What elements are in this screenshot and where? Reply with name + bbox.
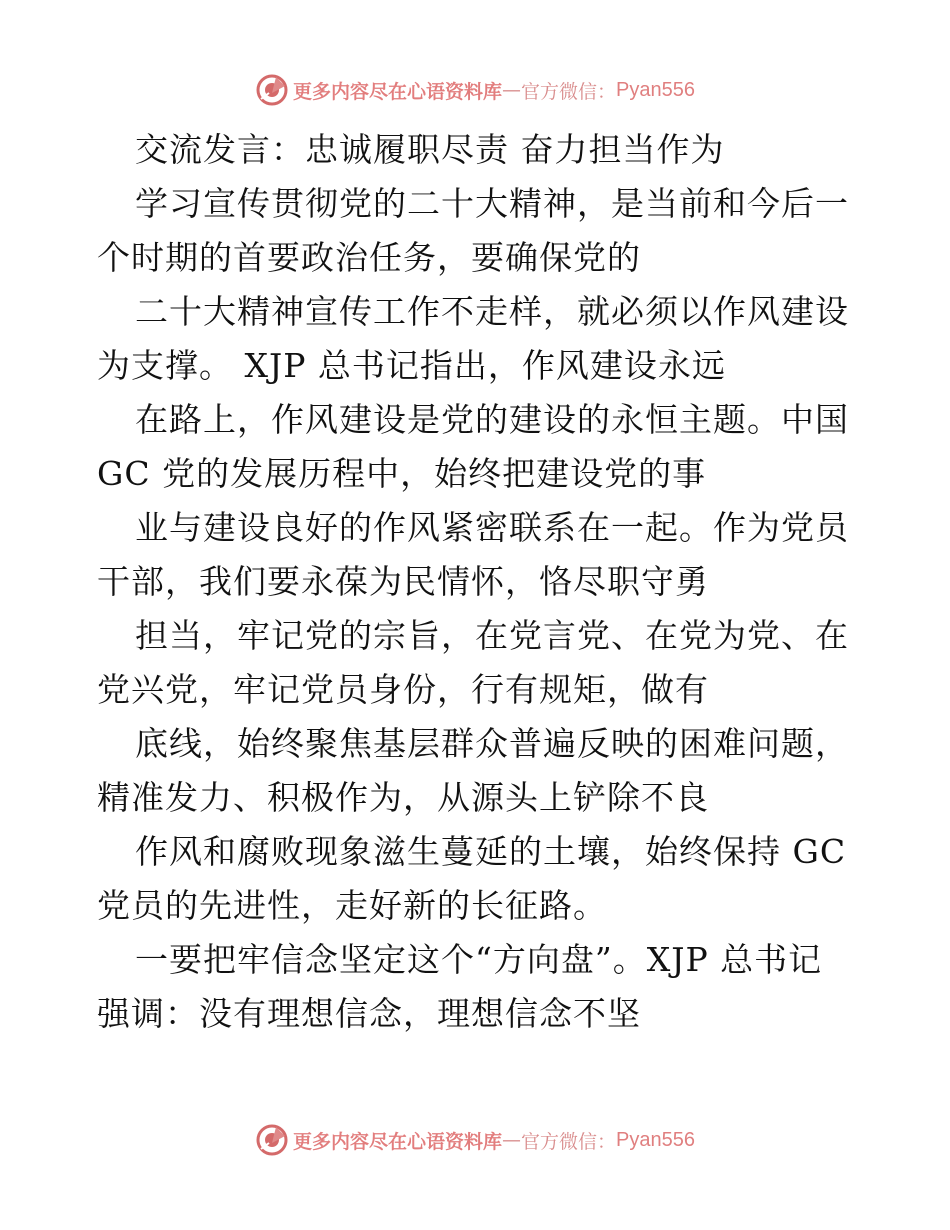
text-line: 底线，始终聚焦基层群众普遍反映的困难问题， xyxy=(135,724,849,763)
text-line: 个时期的首要政治任务，要确保党的 xyxy=(97,238,641,277)
banner-wechat-label: 官方微信： xyxy=(521,80,617,103)
text-line: 党员的先进性，走好新的长征路。 xyxy=(97,886,607,925)
text-line: 强调：没有理想信念，理想信念不坚 xyxy=(97,994,641,1033)
text-line: 党兴党，牢记党员身份，行有规矩，做有 xyxy=(97,670,709,709)
header-banner xyxy=(0,70,950,110)
text-line: 业与建设良好的作风紧密联系在一起。作为党员 xyxy=(135,508,849,547)
banner-dash: — xyxy=(502,79,522,101)
banner-brand-text: 更多内容尽在心语资料库 xyxy=(293,80,503,103)
brand-logo-icon xyxy=(255,1123,289,1157)
text-line: 二十大精神宣传工作不走样，就必须以作风建设 xyxy=(135,292,849,331)
text-line: 为支撑。 XJP 总书记指出，作风建设永远 xyxy=(97,346,726,385)
text-line: GC 党的发展历程中，始终把建设党的事 xyxy=(97,454,707,493)
text-line: 学习宣传贯彻党的二十大精神，是当前和今后一 xyxy=(135,184,849,223)
text-line: 在路上，作风建设是党的建设的永恒主题。中国 xyxy=(135,400,849,439)
banner-wechat-id: Pyan556 xyxy=(616,1128,695,1151)
banner-brand-text: 更多内容尽在心语资料库 xyxy=(293,1130,503,1153)
text-line: 作风和腐败现象滋生蔓延的土壤，始终保持 GC xyxy=(135,832,847,871)
banner-wechat-label: 官方微信： xyxy=(521,1130,617,1153)
text-line: 担当，牢记党的宗旨，在党言党、在党为党、在 xyxy=(135,616,849,655)
brand-logo-icon xyxy=(255,73,289,107)
text-line: 精准发力、积极作为，从源头上铲除不良 xyxy=(97,778,709,817)
text-line: 一要把牢信念坚定这个“方向盘”。XJP 总书记 xyxy=(135,940,823,979)
text-line: 干部，我们要永葆为民情怀，恪尽职守勇 xyxy=(97,562,709,601)
banner-wechat-id: Pyan556 xyxy=(616,78,695,101)
text-line: 交流发言：忠诚履职尽责 奋力担当作为 xyxy=(135,130,725,169)
footer-banner xyxy=(0,1120,950,1160)
document-body xyxy=(97,123,853,1041)
banner-dash: — xyxy=(502,1129,522,1151)
